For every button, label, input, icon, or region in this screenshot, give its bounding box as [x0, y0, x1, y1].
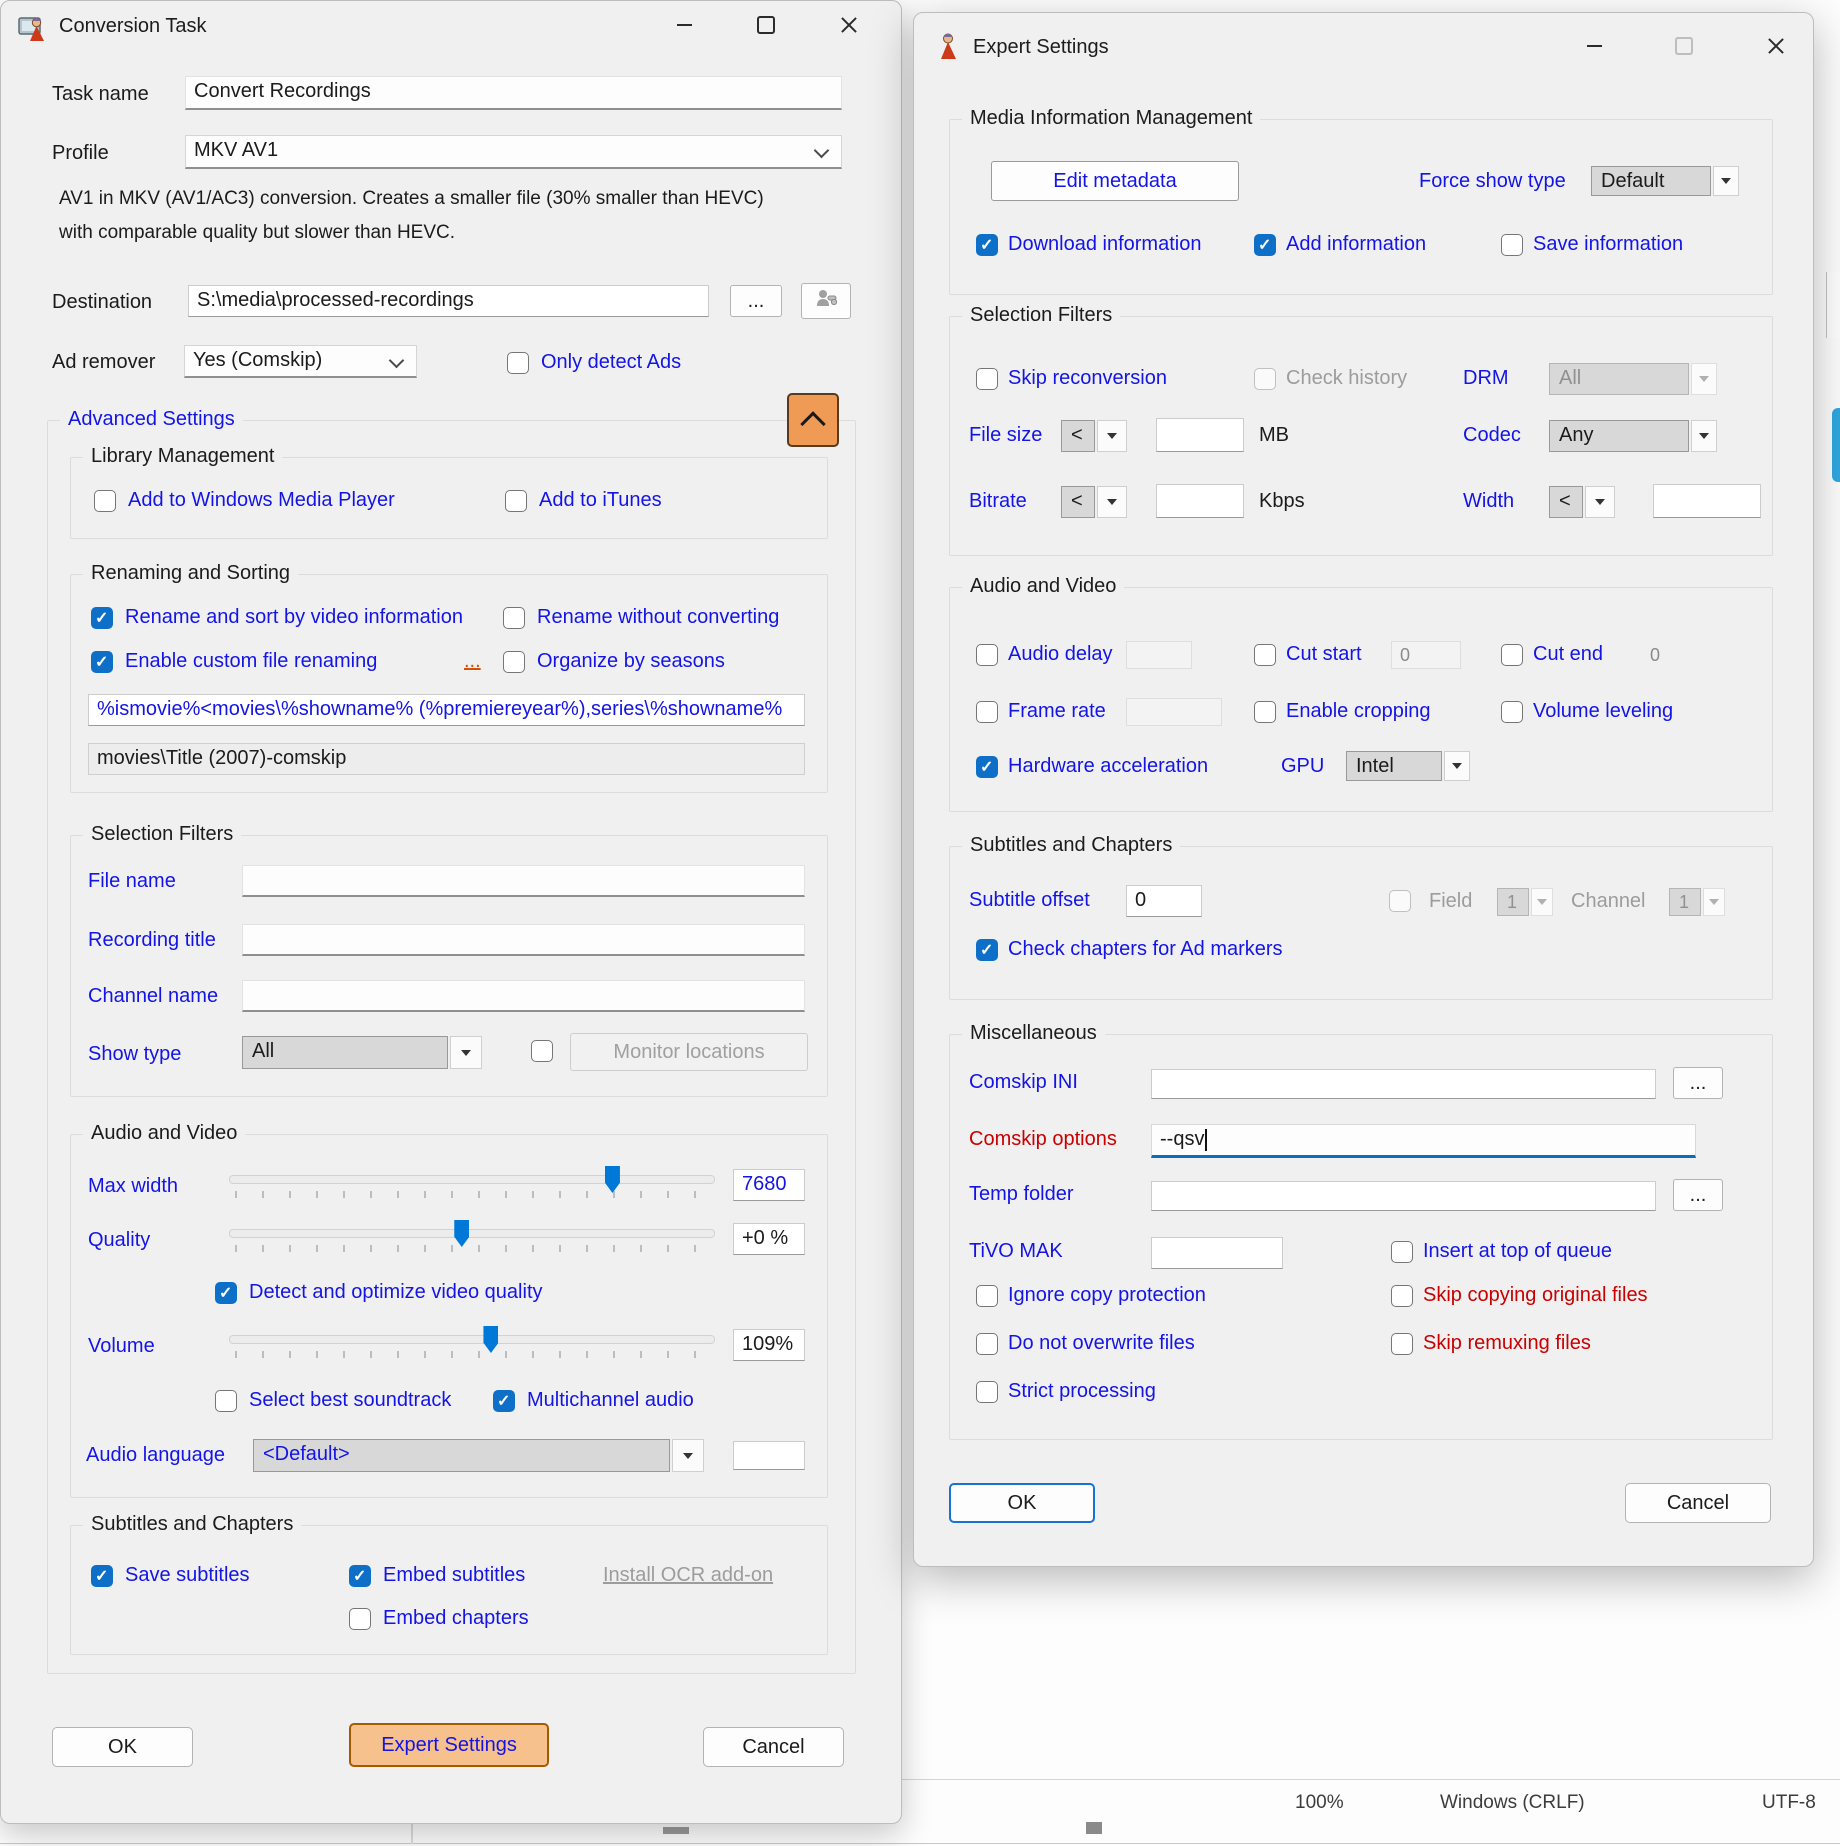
audio-delay-input	[1126, 641, 1192, 669]
credentials-button[interactable]	[801, 283, 851, 319]
custom-renaming-checkbox[interactable]	[91, 651, 113, 673]
slider-thumb[interactable]	[454, 1220, 469, 1247]
volume-leveling-label: Volume leveling	[1533, 700, 1674, 722]
drm-label: DRM	[1463, 367, 1509, 389]
channel-dropdown: 1	[1669, 888, 1701, 916]
media-info-group	[949, 107, 1773, 295]
temp-folder-input[interactable]	[1151, 1181, 1656, 1211]
field-checkbox	[1389, 890, 1411, 912]
edit-metadata-button[interactable]: Edit metadata	[991, 161, 1239, 201]
selection-filters-title: Selection Filters	[83, 823, 241, 846]
organize-by-seasons-label: Organize by seasons	[537, 650, 725, 672]
channel-dropdown-arrow	[1703, 888, 1725, 916]
field-dropdown: 1	[1497, 888, 1529, 916]
media-info-title: Media Information Management	[962, 107, 1260, 130]
page-bottom-border	[0, 1843, 1840, 1844]
custom-rename-more-link[interactable]: ...	[464, 650, 481, 672]
quality-label: Quality	[88, 1229, 151, 1251]
codec-dropdown-arrow[interactable]	[1691, 420, 1717, 452]
strict-processing-checkbox[interactable]	[976, 1381, 998, 1403]
insert-top-queue-checkbox[interactable]	[1391, 1241, 1413, 1263]
add-to-itunes-label: Add to iTunes	[539, 489, 662, 511]
frame-rate-input	[1126, 698, 1222, 726]
maximize-button[interactable]	[743, 6, 789, 44]
rename-without-converting-label: Rename without converting	[537, 606, 780, 628]
volume-label: Volume	[88, 1335, 155, 1357]
destination-browse-button[interactable]: ...	[730, 285, 782, 317]
codec-label: Codec	[1463, 424, 1521, 446]
profile-description-line2: with comparable quality but slower than HEVC.	[59, 222, 456, 243]
width-operator[interactable]: <	[1549, 486, 1583, 518]
text-cursor	[1205, 1129, 1207, 1151]
dialog-title: Conversion Task	[59, 15, 207, 37]
subtitle-offset-label: Subtitle offset	[969, 889, 1090, 911]
drm-dropdown: All	[1549, 363, 1689, 395]
best-soundtrack-checkbox[interactable]	[215, 1390, 237, 1412]
profile-label: Profile	[52, 142, 109, 164]
slider-thumb[interactable]	[483, 1326, 498, 1353]
selection-filters-title: Selection Filters	[962, 304, 1120, 327]
file-name-input[interactable]	[242, 865, 805, 897]
show-type-label: Show type	[88, 1043, 182, 1065]
add-to-itunes-checkbox[interactable]	[505, 490, 527, 512]
profile-description-line1: AV1 in MKV (AV1/AC3) conversion. Creates a smaller file (30% smaller than HEVC)	[59, 188, 764, 209]
embed-chapters-label: Embed chapters	[383, 1607, 529, 1629]
ad-remover-label: Ad remover	[52, 351, 156, 373]
bitrate-label: Bitrate	[969, 490, 1027, 512]
minimize-button[interactable]	[661, 6, 707, 44]
audio-video-title: Audio and Video	[83, 1122, 245, 1145]
ad-remover-value: Yes (Comskip)	[193, 349, 323, 371]
force-show-type-dropdown[interactable]: Default	[1591, 166, 1711, 196]
temp-folder-browse-button[interactable]: ...	[1673, 1179, 1723, 1211]
conversion-task-titlebar[interactable]	[1, 1, 901, 49]
chevron-down-icon	[389, 353, 405, 369]
max-width-label: Max width	[88, 1175, 179, 1197]
subtitles-chapters-title: Subtitles and Chapters	[83, 1513, 301, 1536]
quality-value[interactable]: +0 %	[733, 1223, 805, 1255]
file-size-label: File size	[969, 424, 1043, 446]
rename-preview-box: movies\Title (2007)-comskip	[88, 743, 805, 775]
monitor-locations-checkbox[interactable]	[531, 1040, 553, 1062]
profile-value: MKV AV1	[194, 139, 279, 161]
miscellaneous-title: Miscellaneous	[962, 1022, 1105, 1045]
save-subtitles-label: Save subtitles	[125, 1564, 250, 1586]
rename-sort-label: Rename and sort by video information	[125, 606, 463, 628]
force-show-type-label: Force show type	[1419, 170, 1566, 192]
recording-title-input[interactable]	[242, 924, 805, 956]
skip-remuxing-checkbox[interactable]	[1391, 1333, 1413, 1355]
subtitle-offset-input[interactable]: 0	[1126, 885, 1202, 917]
install-ocr-link[interactable]: Install OCR add-on	[603, 1564, 774, 1586]
subtitles-chapters-group	[949, 834, 1773, 1000]
tivo-mak-label: TiVO MAK	[969, 1240, 1063, 1262]
subtitles-chapters-title: Subtitles and Chapters	[962, 834, 1180, 857]
advanced-settings-title: Advanced Settings	[60, 408, 243, 431]
download-information-checkbox[interactable]	[976, 234, 998, 256]
tivo-mak-input[interactable]	[1151, 1237, 1283, 1269]
renaming-sorting-title: Renaming and Sorting	[83, 562, 298, 585]
audio-delay-label: Audio delay	[1008, 643, 1113, 665]
check-chapters-label: Check chapters for Ad markers	[1008, 938, 1283, 960]
destination-label: Destination	[52, 291, 153, 313]
add-information-checkbox[interactable]	[1254, 234, 1276, 256]
maximize-button[interactable]	[1661, 27, 1707, 65]
skip-reconversion-label: Skip reconversion	[1008, 367, 1167, 389]
detect-optimize-label: Detect and optimize video quality	[249, 1281, 543, 1303]
embed-chapters-checkbox[interactable]	[349, 1608, 371, 1630]
detect-optimize-checkbox[interactable]	[215, 1282, 237, 1304]
skip-copying-checkbox[interactable]	[1391, 1285, 1413, 1307]
rename-pattern-input[interactable]: %ismovie%<movies\%showname% (%premiereyear%),series\%showname%	[88, 694, 805, 726]
cut-start-label: Cut start	[1286, 643, 1362, 665]
width-operator-arrow[interactable]	[1585, 486, 1615, 518]
comskip-options-value: --qsv	[1160, 1128, 1205, 1150]
status-line-ending: Windows (CRLF)	[1440, 1792, 1585, 1813]
bitrate-operator[interactable]: <	[1061, 486, 1095, 518]
file-name-label: File name	[88, 870, 176, 892]
cancel-button[interactable]: Cancel	[1625, 1483, 1771, 1523]
task-name-label: Task name	[52, 83, 149, 105]
app-icon	[17, 11, 49, 48]
gpu-dropdown-arrow[interactable]	[1444, 751, 1470, 781]
gpu-dropdown[interactable]: Intel	[1346, 751, 1442, 781]
audio-delay-checkbox[interactable]	[976, 644, 998, 666]
comskip-ini-input[interactable]	[1151, 1069, 1656, 1099]
bitrate-operator-arrow[interactable]	[1097, 486, 1127, 518]
width-label: Width	[1463, 490, 1515, 512]
slider-thumb[interactable]	[605, 1166, 620, 1193]
only-detect-ads-label: Only detect Ads	[541, 351, 682, 373]
audio-language-dropdown[interactable]: <Default>	[253, 1439, 670, 1472]
rename-without-converting-checkbox[interactable]	[503, 607, 525, 629]
insert-top-queue-label: Insert at top of queue	[1423, 1240, 1613, 1262]
only-detect-ads-checkbox[interactable]	[507, 352, 529, 374]
background-fragment	[663, 1827, 689, 1834]
background-fragment	[1086, 1822, 1102, 1834]
channel-label: Channel	[1571, 890, 1646, 912]
add-to-wmp-checkbox[interactable]	[94, 490, 116, 512]
cancel-button[interactable]: Cancel	[703, 1727, 844, 1767]
audio-language-dropdown-arrow[interactable]	[672, 1439, 704, 1472]
field-label: Field	[1429, 890, 1473, 912]
file-size-operator[interactable]: <	[1061, 420, 1095, 452]
rename-sort-checkbox[interactable]	[91, 607, 113, 629]
volume-value[interactable]: 109%	[733, 1329, 805, 1361]
slider-ticks	[235, 1351, 713, 1358]
custom-renaming-label: Enable custom file renaming	[125, 650, 378, 672]
slider-track[interactable]	[229, 1229, 715, 1238]
slider-track[interactable]	[229, 1335, 715, 1344]
multichannel-audio-label: Multichannel audio	[527, 1389, 694, 1411]
kbps-label: Kbps	[1259, 490, 1305, 512]
ignore-copy-protection-checkbox[interactable]	[976, 1285, 998, 1307]
conversion-task-dialog	[0, 0, 902, 1824]
cut-end-input: 0	[1650, 645, 1661, 665]
comskip-ini-browse-button[interactable]: ...	[1673, 1067, 1723, 1099]
bitrate-input[interactable]	[1156, 484, 1244, 518]
ignore-copy-protection-label: Ignore copy protection	[1008, 1284, 1206, 1306]
expert-settings-button[interactable]: Expert Settings	[349, 1723, 549, 1767]
best-soundtrack-label: Select best soundtrack	[249, 1389, 452, 1411]
force-show-type-dropdown-arrow[interactable]	[1713, 166, 1739, 196]
frame-rate-checkbox[interactable]	[976, 701, 998, 723]
library-management-title: Library Management	[83, 445, 282, 468]
skip-copying-label: Skip copying original files	[1423, 1284, 1648, 1306]
add-information-label: Add information	[1286, 233, 1427, 255]
cut-start-input: 0	[1391, 641, 1461, 669]
save-subtitles-checkbox[interactable]	[91, 1565, 113, 1587]
temp-folder-label: Temp folder	[969, 1183, 1074, 1205]
comskip-options-label: Comskip options	[969, 1128, 1117, 1150]
check-history-checkbox	[1254, 368, 1276, 390]
background-logo-fragment	[1832, 408, 1840, 482]
minimize-button[interactable]	[1571, 27, 1617, 65]
close-icon[interactable]	[825, 6, 871, 44]
show-type-dropdown-arrow[interactable]	[450, 1036, 482, 1069]
gpu-label: GPU	[1281, 755, 1325, 777]
max-width-value[interactable]: 7680	[733, 1169, 805, 1201]
audio-language-extra-input[interactable]	[733, 1441, 805, 1470]
show-type-dropdown[interactable]: All	[242, 1036, 448, 1069]
embed-subtitles-checkbox[interactable]	[349, 1565, 371, 1587]
enable-cropping-checkbox[interactable]	[1254, 701, 1276, 723]
close-icon[interactable]	[1752, 27, 1798, 65]
destination-input[interactable]: S:\media\processed-recordings	[188, 285, 709, 317]
channel-name-label: Channel name	[88, 985, 219, 1007]
quality-slider[interactable]	[229, 1219, 715, 1257]
hardware-acceleration-label: Hardware acceleration	[1008, 755, 1209, 777]
slider-ticks	[235, 1245, 713, 1252]
monitor-locations-button: Monitor locations	[570, 1033, 808, 1071]
chevron-up-icon	[800, 411, 825, 436]
dialog-title: Expert Settings	[973, 36, 1109, 58]
status-zoom: 100%	[1295, 1792, 1344, 1813]
skip-remuxing-label: Skip remuxing files	[1423, 1332, 1591, 1354]
slider-ticks	[235, 1191, 713, 1198]
background-window-edge	[1826, 272, 1840, 338]
no-overwrite-checkbox[interactable]	[976, 1333, 998, 1355]
file-size-input[interactable]	[1156, 418, 1244, 452]
cut-end-checkbox[interactable]	[1501, 644, 1523, 666]
collapse-advanced-button[interactable]	[787, 393, 839, 447]
channel-name-input[interactable]	[242, 980, 805, 1012]
embed-subtitles-label: Embed subtitles	[383, 1564, 526, 1586]
audio-video-title: Audio and Video	[962, 575, 1124, 598]
expert-settings-dialog	[913, 12, 1814, 1567]
ad-remover-dropdown[interactable]	[184, 345, 417, 378]
ok-button[interactable]: OK	[52, 1727, 193, 1767]
save-information-checkbox[interactable]	[1501, 234, 1523, 256]
task-name-input[interactable]: Convert Recordings	[185, 76, 842, 110]
download-information-label: Download information	[1008, 233, 1202, 255]
volume-leveling-checkbox[interactable]	[1501, 701, 1523, 723]
save-information-label: Save information	[1533, 233, 1684, 255]
profile-dropdown[interactable]	[185, 135, 842, 169]
mb-label: MB	[1259, 424, 1289, 446]
organize-by-seasons-checkbox[interactable]	[503, 651, 525, 673]
background-divider	[411, 1823, 413, 1844]
enable-cropping-label: Enable cropping	[1286, 700, 1431, 722]
frame-rate-label: Frame rate	[1008, 700, 1106, 722]
audio-language-label: Audio language	[86, 1444, 226, 1466]
comskip-options-input[interactable]	[1151, 1124, 1696, 1158]
ok-button[interactable]: OK	[949, 1483, 1095, 1523]
file-size-operator-arrow[interactable]	[1097, 420, 1127, 452]
expert-settings-titlebar[interactable]	[914, 13, 1813, 69]
no-overwrite-label: Do not overwrite files	[1008, 1332, 1195, 1354]
cut-end-label: Cut end	[1533, 643, 1604, 665]
chevron-down-icon	[814, 143, 830, 159]
slider-track[interactable]	[229, 1175, 715, 1184]
drm-dropdown-arrow	[1691, 363, 1717, 395]
subtitles-chapters-group	[70, 1513, 828, 1655]
field-dropdown-arrow	[1531, 888, 1553, 916]
status-encoding: UTF-8	[1762, 1792, 1816, 1813]
check-chapters-checkbox[interactable]	[976, 939, 998, 961]
cut-start-checkbox[interactable]	[1254, 644, 1276, 666]
width-input[interactable]	[1653, 484, 1761, 518]
add-to-wmp-label: Add to Windows Media Player	[128, 489, 395, 511]
strict-processing-label: Strict processing	[1008, 1380, 1156, 1402]
app-icon	[932, 29, 964, 66]
credentials-icon	[814, 287, 838, 315]
volume-slider[interactable]	[229, 1325, 715, 1363]
check-history-label: Check history	[1286, 367, 1408, 389]
multichannel-audio-checkbox[interactable]	[493, 1390, 515, 1412]
hardware-acceleration-checkbox[interactable]	[976, 756, 998, 778]
recording-title-label: Recording title	[88, 929, 216, 951]
skip-reconversion-checkbox[interactable]	[976, 368, 998, 390]
codec-dropdown[interactable]: Any	[1549, 420, 1689, 452]
max-width-slider[interactable]	[229, 1165, 715, 1203]
comskip-ini-label: Comskip INI	[969, 1071, 1078, 1093]
